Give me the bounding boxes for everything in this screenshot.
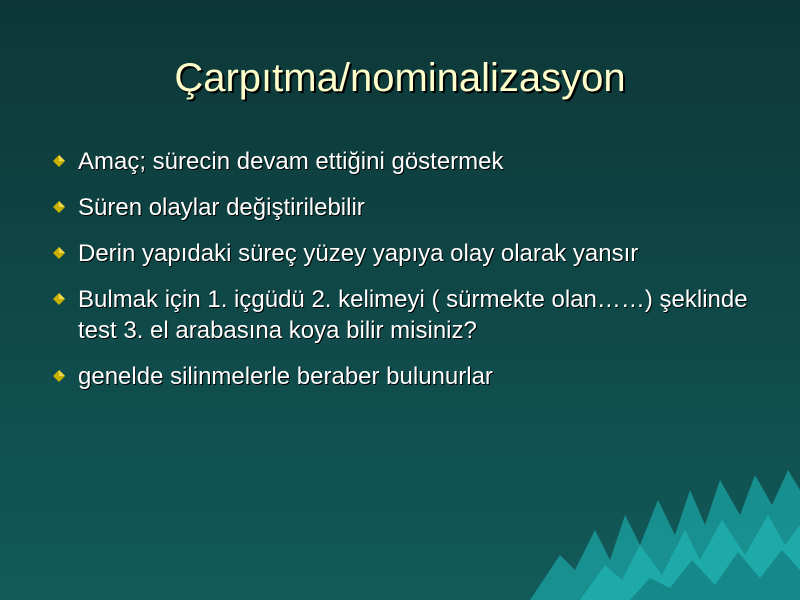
bullet-text: Amaç; sürecin devam ettiğini göstermek [78,148,504,175]
diamond-bullet-icon [53,155,65,167]
bullet-item [50,284,750,346]
bullet-text: Derin yapıdaki süreç yüzey yapıya olay olarak yansır [78,240,639,267]
bullet-item [50,361,750,392]
diamond-bullet-icon [53,293,65,305]
bullet-text: Bulmak için 1. içgüdü 2. kelimeyi ( sürmekte olan……) şeklinde test 3. el arabasına koya bilir misiniz? [78,286,748,344]
bullet-item [50,146,750,177]
slide-title: Çarpıtma/nominalizasyon [174,56,626,100]
bullet-item [50,238,750,269]
bullet-text: Süren olaylar değiştirilebilir [78,194,365,221]
diamond-bullet-icon [53,201,65,213]
diamond-bullet-icon [53,370,65,382]
decorative-rock-shapes [400,460,800,600]
bullet-list [50,146,750,407]
bullet-item [50,192,750,223]
diamond-bullet-icon [53,247,65,259]
bullet-text: genelde silinmelerle beraber bulunurlar [78,363,493,390]
